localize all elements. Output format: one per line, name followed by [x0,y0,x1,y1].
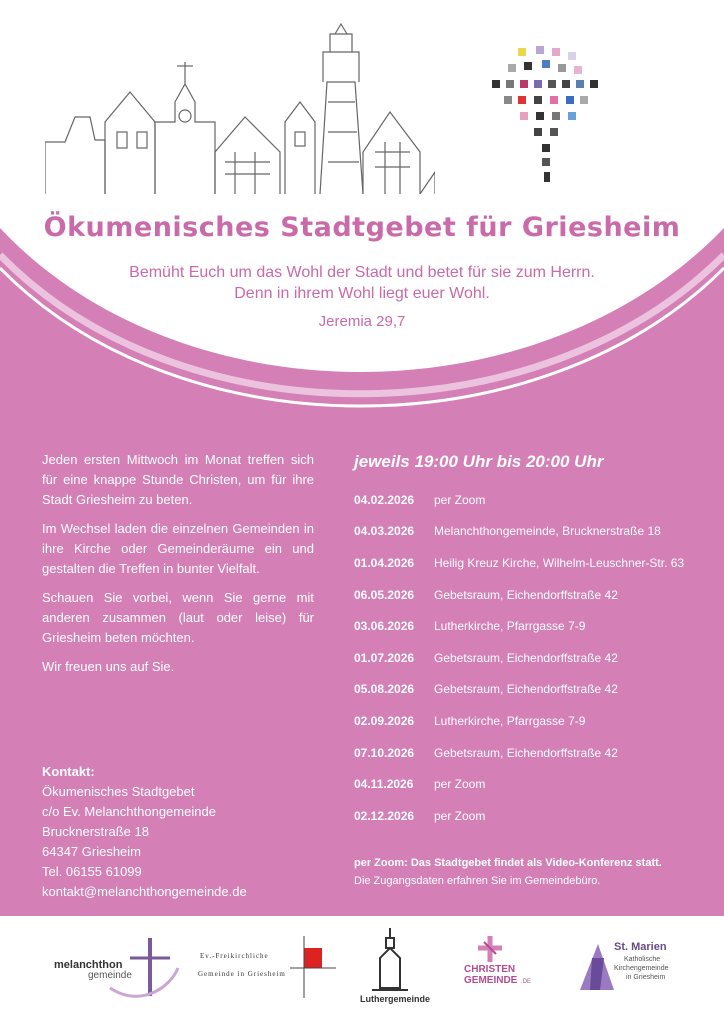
schedule-time: jeweils 19:00 Uhr bis 20:00 Uhr [354,452,604,471]
contact-heading: Kontakt: [42,764,95,779]
schedule-date: 02.09.2026 [354,713,415,728]
schedule-row [354,800,714,832]
schedule-row [354,547,714,579]
melanchthon-logo-text: melanchthon [54,959,123,971]
schedule-place: Gebetsraum, Eichendorffstraße 42 [434,745,618,760]
town-sketch-illustration [45,22,435,194]
mosaic-cross-logo [490,42,606,184]
schedule-place: Heilig Kreuz Kirche, Wilhelm-Leuschner-Str. 63 [434,555,685,570]
schedule-date: 04.02.2026 [354,492,415,507]
st-marien-logo-line3: in Griesheim [626,974,666,981]
schedule-place: Gebetsraum, Eichendorffstraße 42 [434,682,618,697]
partner-logos [0,918,724,1024]
st-marien-logo-line2: Kirchengemeinde [614,965,669,972]
intro-text [42,450,314,686]
verse-line-2: Denn in ihrem Wohl liegt euer Wohl. [234,285,490,302]
schedule-date: 01.07.2026 [354,650,415,665]
schedule-row [354,579,714,611]
schedule-place: per Zoom [434,808,486,823]
efg-logo-line2: Gemeinde in Griesheim [198,970,286,978]
luthergemeinde-logo [360,928,430,1004]
schedule-date: 06.05.2026 [354,587,415,602]
verse-line-1: Bemüht Euch um das Wohl der Stadt und betet für sie zum Herrn. [129,264,595,281]
schedule-row [354,484,714,516]
schedule-place: per Zoom [434,492,486,507]
christengemeinde-logo-text-a: CHRISTEN [464,964,516,975]
schedule-date: 01.04.2026 [354,555,415,570]
schedule-list [354,484,714,832]
st-marien-logo-title: St. Marien [614,941,667,953]
schedule-row [354,737,714,769]
schedule-date: 04.03.2026 [354,524,415,539]
schedule-row [354,642,714,674]
luthergemeinde-logo-text: Luthergemeinde [360,994,431,1004]
schedule-row [354,768,714,800]
zoom-note [354,854,714,890]
schedule-row [354,674,714,706]
st-marien-logo [580,941,669,990]
schedule-place: Lutherkirche, Pfarrgasse 7-9 [434,713,586,728]
efg-logo-line1: Ev.-Freikirchliche [200,952,269,960]
schedule-date: 04.11.2026 [354,777,414,792]
schedule-row [354,610,714,642]
contact-line: Brucknerstraße 18 [42,824,149,839]
christengemeinde-logo [464,936,531,986]
zoom-note-text: Die Zugangsdaten erfahren Sie im Gemeindebüro. [354,875,601,887]
contact-line: c/o Ev. Melanchthongemeinde [42,804,216,819]
christengemeinde-logo-text-b: GEMEINDE [464,975,518,986]
contact-line: Ökumenisches Stadtgebet [42,784,195,799]
intro-paragraph: Wir freuen uns auf Sie. [42,659,175,674]
schedule-date: 07.10.2026 [354,745,415,760]
schedule-date: 05.08.2026 [354,682,415,697]
schedule-place: per Zoom [434,777,486,792]
zoom-note-bold: per Zoom: Das Stadtgebet findet als Video-Konferenz statt. [354,857,662,869]
contact-email[interactable]: kontakt@melanchthongemeinde.de [42,884,247,899]
verse-reference: Jeremia 29,7 [318,313,406,330]
intro-paragraph: Schauen Sie vorbei, wenn Sie gerne mit anderen zusammen (laut oder leise) für Griesheim beten möchten. [42,590,314,645]
efg-logo [198,936,336,998]
contact-phone: Tel. 06155 61099 [42,864,142,879]
schedule-place: Lutherkirche, Pfarrgasse 7-9 [434,619,586,634]
christengemeinde-logo-text-c: .DE [521,979,532,985]
intro-paragraph: Jeden ersten Mittwoch im Monat treffen sich für eine knappe Stunde Christen, um für ihre Stadt Griesheim zu beten. [42,452,314,507]
schedule-date: 02.12.2026 [354,808,415,823]
contact-line: 64347 Griesheim [42,844,141,859]
contact-block [42,762,322,902]
schedule-place: Melanchthongemeinde, Brucknerstraße 18 [434,524,661,539]
schedule-place: Gebetsraum, Eichendorffstraße 42 [434,587,618,602]
schedule-row [354,705,714,737]
melanchthon-logo [54,938,178,996]
schedule-row [354,516,714,548]
st-marien-logo-line1: Katholische [624,956,661,963]
schedule-place: Gebetsraum, Eichendorffstraße 42 [434,650,618,665]
melanchthon-logo-subtext: gemeinde [88,970,132,981]
intro-paragraph: Im Wechsel laden die einzelnen Gemeinden in ihre Kirche oder Gemeinderäume ein und gestalten die Treffen in bunter Vielfalt. [42,521,314,576]
schedule-date: 03.06.2026 [354,619,415,634]
page-title: Ökumenisches Stadtgebet für Griesheim [43,212,681,243]
bible-verse [0,262,724,304]
